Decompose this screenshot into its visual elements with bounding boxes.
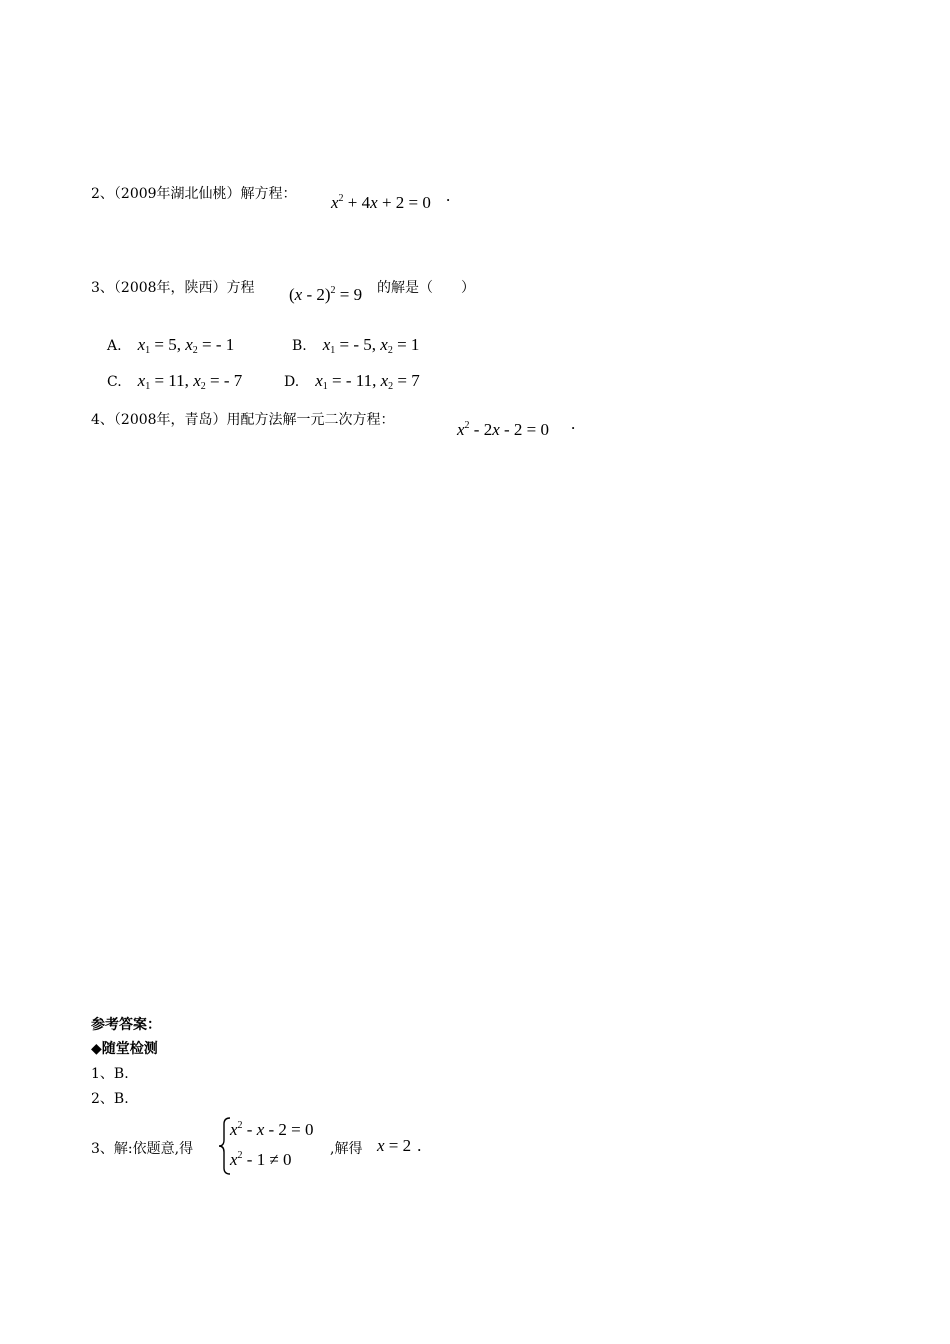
answer-3-result: x = 2 .	[377, 1136, 422, 1155]
problem-4-text: 4、（2008年，青岛）用配方法解一元二次方程：	[91, 412, 395, 428]
answer-1: 1、B.	[91, 1066, 129, 1082]
option-a: A. $x_1 = 5$, $x_2$ = - 1	[107, 335, 235, 356]
answer-2: 2、B.	[91, 1091, 129, 1107]
problem-2-dot: .	[446, 186, 451, 205]
system-line-1: $x^2 - x - 2 = 0$	[230, 1120, 314, 1139]
problem-4-equation: $x^2 - 2x - 2 = 0$	[457, 420, 550, 439]
problem-3-text: 3、（2008年，陕西）方程	[91, 280, 255, 296]
problem-4-dot: .	[571, 414, 576, 433]
answer-3-mid: ,解得	[330, 1141, 363, 1157]
option-d: D. $x_1$ = - 11, $x_2 = 7$	[284, 371, 420, 392]
answers-section-title: ◆随堂检测	[91, 1041, 158, 1057]
answer-3-prefix: 3、解:依题意,得	[91, 1141, 194, 1157]
answers-heading: 参考答案：	[91, 1017, 161, 1033]
problem-2-text: 2、（2009年湖北仙桃）解方程：	[91, 186, 297, 202]
problem-3-suffix: 的解是（ ）	[377, 280, 475, 296]
system-line-2: $x^2 - 1 \ne 0$	[230, 1150, 292, 1169]
problem-3-equation: (x - 2)$^2$ = 9	[289, 285, 363, 304]
problem-2-equation: $x^2 + 4x + 2 = 0$	[331, 193, 431, 212]
option-b: B. $x_1$ = - 5, $x_2 = 1$	[292, 335, 420, 356]
option-c: C. $x_1 = 11$, $x_2$ = - 7	[107, 371, 243, 392]
